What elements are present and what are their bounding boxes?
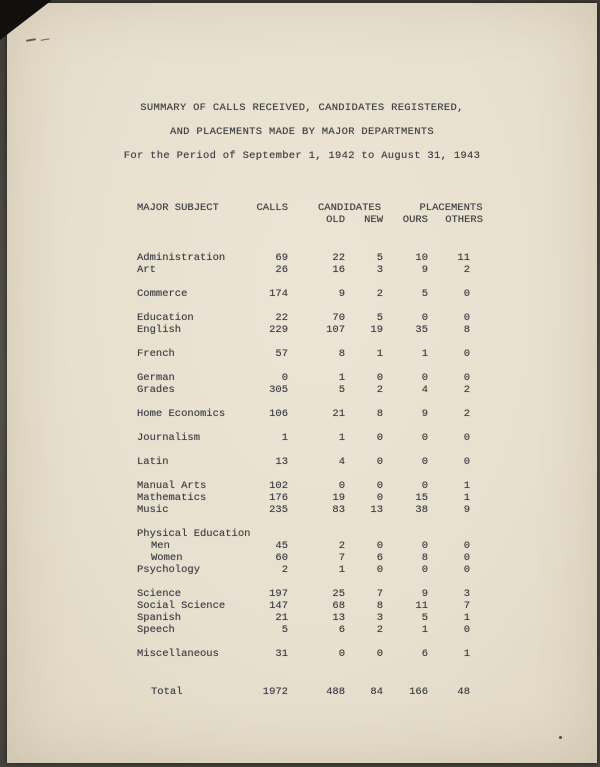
row-value-others: 0 (463, 540, 470, 552)
row-value-calls: 0 (281, 372, 288, 384)
row-value-calls: 229 (269, 324, 288, 336)
summary-table (137, 202, 483, 698)
table-row (137, 624, 483, 636)
row-value-calls: 106 (269, 408, 288, 420)
row-label: Manual Arts (137, 480, 207, 492)
row-value-ours: 6 (421, 648, 428, 660)
row-value-ours: 0 (421, 432, 428, 444)
row-value-old: 22 (332, 252, 345, 264)
row-value-ours: 9 (421, 408, 428, 420)
row-value-others: 1 (463, 648, 470, 660)
row-value-ours: 11 (415, 600, 428, 612)
row-value-ours: 1 (421, 624, 428, 636)
row-value-others: 0 (463, 564, 470, 576)
row-value-calls (250, 528, 288, 540)
row-value-others: 2 (463, 384, 470, 396)
row-label: Latin (137, 456, 169, 468)
row-label: Psychology (137, 564, 201, 576)
row-value-ours: 0 (421, 480, 428, 492)
table-row (137, 480, 483, 492)
row-value-new: 0 (376, 564, 383, 576)
row-value-ours: 8 (421, 552, 428, 564)
document-title (7, 96, 597, 168)
row-label: Science (137, 588, 182, 600)
header-others: OTHERS (445, 214, 483, 226)
row-value-old: 83 (332, 504, 345, 516)
row-value-old: 6 (338, 624, 345, 636)
header-old: OLD (326, 214, 345, 226)
row-label: Journalism (137, 432, 201, 444)
row-value-ours: 0 (421, 540, 428, 552)
row-value-others: 0 (463, 624, 470, 636)
table-row (137, 600, 483, 612)
row-value-others: 3 (463, 588, 470, 600)
row-value-others: 8 (463, 324, 470, 336)
row-value-old: 16 (332, 264, 345, 276)
header-spacer (250, 214, 288, 226)
table-row (137, 432, 483, 444)
table-row (137, 648, 483, 660)
row-value-calls: 26 (275, 264, 288, 276)
row-value-others: 0 (463, 432, 470, 444)
row-label: Administration (137, 252, 226, 264)
title-line-3: For the Period of September 1, 1942 to August 31, 1943 (123, 150, 481, 162)
row-value-old (288, 528, 345, 540)
row-value-calls: 5 (281, 624, 288, 636)
row-label: Spanish (137, 612, 182, 624)
row-value-calls: 305 (269, 384, 288, 396)
total-value-ours: 166 (409, 686, 428, 698)
row-label: Women (151, 552, 183, 564)
table-row (137, 540, 483, 552)
row-value-old: 8 (338, 348, 345, 360)
row-value-ours: 1 (421, 348, 428, 360)
row-label: Miscellaneous (137, 648, 219, 660)
row-value-ours: 5 (421, 612, 428, 624)
header-placements-group: PLACEMENTS (419, 202, 483, 214)
row-value-new: 0 (376, 648, 383, 660)
table-row (137, 264, 483, 276)
table-header-row-2 (137, 214, 483, 226)
row-value-others: 7 (463, 600, 470, 612)
row-value-others: 2 (463, 264, 470, 276)
row-value-ours: 38 (415, 504, 428, 516)
table-row (137, 564, 483, 576)
row-value-others: 1 (463, 612, 470, 624)
row-label: Mathematics (137, 492, 207, 504)
row-value-new (345, 528, 383, 540)
row-value-ours: 5 (421, 288, 428, 300)
row-value-old: 9 (338, 288, 345, 300)
row-value-ours: 0 (421, 372, 428, 384)
row-value-new: 3 (376, 612, 383, 624)
row-value-ours: 4 (421, 384, 428, 396)
row-value-new: 8 (376, 408, 383, 420)
table-header-row-1 (137, 202, 483, 214)
row-label: Social Science (137, 600, 226, 612)
row-value-new: 2 (376, 384, 383, 396)
row-value-new: 5 (376, 312, 383, 324)
table-row (137, 312, 483, 324)
header-ours: OURS (402, 214, 428, 226)
row-label: Speech (137, 624, 175, 636)
table-row (137, 456, 483, 468)
table-body (137, 252, 483, 660)
table-row (137, 348, 483, 360)
row-value-others (428, 528, 483, 540)
total-value-new: 84 (370, 686, 383, 698)
row-value-calls: 21 (275, 612, 288, 624)
table-group (137, 348, 483, 360)
header-spacer (137, 214, 250, 226)
table-group (137, 648, 483, 660)
total-value-calls: 1972 (262, 686, 288, 698)
row-value-calls: 176 (269, 492, 288, 504)
row-value-old: 7 (338, 552, 345, 564)
row-label: Music (137, 504, 169, 516)
table-row (137, 588, 483, 600)
header-candidates-group: CANDIDATES (317, 202, 381, 214)
row-value-others: 0 (463, 288, 470, 300)
row-value-calls: 174 (269, 288, 288, 300)
row-value-new: 0 (376, 432, 383, 444)
row-value-new: 0 (376, 372, 383, 384)
row-value-new: 8 (376, 600, 383, 612)
row-value-old: 5 (338, 384, 345, 396)
table-row (137, 552, 483, 564)
title-line-1: SUMMARY OF CALLS RECEIVED, CANDIDATES REGISTERED, (140, 102, 464, 114)
row-value-old: 25 (332, 588, 345, 600)
total-row (137, 686, 483, 698)
row-value-old: 0 (338, 480, 345, 492)
row-value-calls: 2 (281, 564, 288, 576)
row-label: Physical Education (137, 528, 251, 540)
table-row (137, 504, 483, 516)
row-value-ours: 35 (415, 324, 428, 336)
row-value-calls: 31 (275, 648, 288, 660)
row-label: Commerce (137, 288, 188, 300)
title-line-2: AND PLACEMENTS MADE BY MAJOR DEPARTMENTS (169, 126, 435, 138)
row-value-old: 0 (338, 648, 345, 660)
row-value-calls: 45 (275, 540, 288, 552)
table-group (137, 372, 483, 396)
total-value-others: 48 (457, 686, 470, 698)
row-value-old: 19 (332, 492, 345, 504)
table-group (137, 408, 483, 420)
row-value-new: 2 (376, 624, 383, 636)
ink-speck (559, 736, 562, 739)
header-calls: CALLS (256, 202, 288, 214)
row-value-ours: 10 (415, 252, 428, 264)
table-row (137, 492, 483, 504)
table-row (137, 528, 483, 540)
row-value-ours: 0 (421, 456, 428, 468)
table-group (137, 252, 483, 276)
table-row (137, 324, 483, 336)
row-value-ours: 15 (415, 492, 428, 504)
table-row (137, 384, 483, 396)
row-value-new: 2 (376, 288, 383, 300)
table-group (137, 312, 483, 336)
row-value-new: 0 (376, 540, 383, 552)
table-row (137, 288, 483, 300)
row-label: Grades (137, 384, 175, 396)
row-value-old: 1 (338, 432, 345, 444)
row-value-calls: 102 (269, 480, 288, 492)
row-value-ours: 0 (421, 312, 428, 324)
total-label: Total (151, 686, 183, 698)
row-value-calls: 147 (269, 600, 288, 612)
row-value-others: 0 (463, 372, 470, 384)
row-value-old: 1 (338, 372, 345, 384)
row-value-new: 13 (370, 504, 383, 516)
row-value-calls: 60 (275, 552, 288, 564)
row-value-calls: 57 (275, 348, 288, 360)
row-value-others: 11 (457, 252, 470, 264)
total-value-old: 488 (326, 686, 345, 698)
row-label: Home Economics (137, 408, 226, 420)
table-group (137, 480, 483, 516)
row-value-new: 0 (376, 492, 383, 504)
row-value-new: 19 (370, 324, 383, 336)
row-value-old: 2 (338, 540, 345, 552)
paper-sheet (7, 3, 597, 763)
row-value-calls: 69 (275, 252, 288, 264)
table-row (137, 252, 483, 264)
row-label: French (137, 348, 175, 360)
row-value-others: 2 (463, 408, 470, 420)
row-value-calls: 197 (269, 588, 288, 600)
row-value-old: 13 (332, 612, 345, 624)
row-value-new: 0 (376, 480, 383, 492)
table-row (137, 612, 483, 624)
row-value-others: 1 (463, 492, 470, 504)
row-value-calls: 1 (281, 432, 288, 444)
row-value-new: 3 (376, 264, 383, 276)
row-value-others: 0 (463, 456, 470, 468)
table-group (137, 528, 483, 576)
row-value-new: 7 (376, 588, 383, 600)
row-label: Men (151, 540, 170, 552)
row-value-new: 5 (376, 252, 383, 264)
row-label: Education (137, 312, 194, 324)
table-group (137, 588, 483, 636)
row-value-new: 6 (376, 552, 383, 564)
row-value-old: 70 (332, 312, 345, 324)
table-row (137, 372, 483, 384)
row-value-old: 4 (338, 456, 345, 468)
header-new: NEW (364, 214, 383, 226)
row-value-ours: 9 (421, 264, 428, 276)
row-value-new: 1 (376, 348, 383, 360)
header-major-subject: MAJOR SUBJECT (137, 202, 219, 214)
row-value-old: 21 (332, 408, 345, 420)
row-label: Art (137, 264, 156, 276)
row-value-others: 0 (463, 348, 470, 360)
row-label: English (137, 324, 182, 336)
row-value-others: 0 (463, 552, 470, 564)
row-value-ours (383, 528, 428, 540)
row-value-calls: 235 (269, 504, 288, 516)
row-value-old: 68 (332, 600, 345, 612)
row-value-calls: 13 (275, 456, 288, 468)
row-value-others: 0 (463, 312, 470, 324)
row-value-calls: 22 (275, 312, 288, 324)
table-group (137, 432, 483, 444)
row-value-old: 1 (338, 564, 345, 576)
row-value-ours: 9 (421, 588, 428, 600)
table-row (137, 408, 483, 420)
row-value-old: 107 (326, 324, 345, 336)
row-value-others: 9 (463, 504, 470, 516)
row-value-new: 0 (376, 456, 383, 468)
row-label: German (137, 372, 175, 384)
table-group (137, 288, 483, 300)
row-value-others: 1 (463, 480, 470, 492)
row-value-ours: 0 (421, 564, 428, 576)
table-group (137, 456, 483, 468)
